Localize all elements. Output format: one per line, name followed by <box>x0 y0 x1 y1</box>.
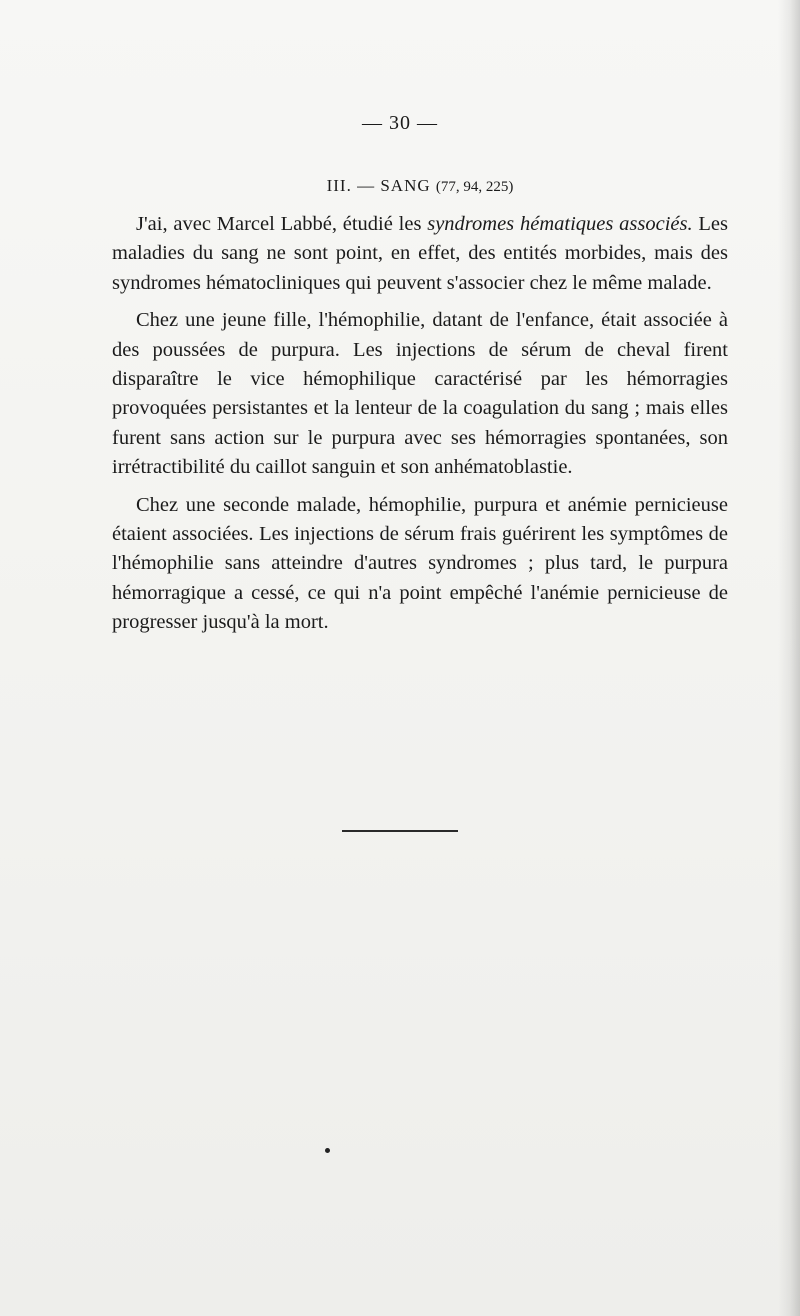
page-number: — 30 — <box>362 112 438 134</box>
section-divider <box>342 830 458 832</box>
ink-dot <box>325 1148 330 1153</box>
paragraph-3: Chez une seconde malade, hémophilie, purpura et anémie pernicieuse étaient associées. Les injections de sérum frais guérirent les symptômes de l'hémophilie sans atteindre d'autres syndromes ; plus tard, le purpura hémorragique a cessé, ce qui n'a point empêché l'anémie pernicieuse de progresser jusqu'à la mort. <box>112 493 728 634</box>
paragraph-1-end: Les maladies du sang ne sont point, en effet, des entités morbides, mais des syndromes hématocliniques qui peuvent s'associer chez le même malade. <box>112 213 728 294</box>
page-edge-shadow <box>778 0 800 1316</box>
section-references: (77, 94, 225) <box>435 179 514 195</box>
paragraph-1 <box>112 210 728 298</box>
section-title: III. — SANG <box>326 176 431 195</box>
section-heading <box>112 176 728 196</box>
body-text <box>112 210 728 646</box>
paragraph-1-italic: syndromes hématiques associés. <box>427 213 693 235</box>
paragraph-2: Chez une jeune fille, l'hémophilie, datant de l'enfance, était associée à des poussées de purpura. Les injections de sérum de cheval firent disparaître le vice hémophilique caractérisé par les hémorragies provoquées persistantes et la lenteur de la coagulation du sang ; mais elles furent sans action sur le purpura avec ses hémorragies spontanées, son irrétractibilité du caillot sanguin et son anhématoblastie. <box>112 309 728 479</box>
paragraph-1-start: J'ai, avec Marcel Labbé, étudié les <box>136 213 428 235</box>
